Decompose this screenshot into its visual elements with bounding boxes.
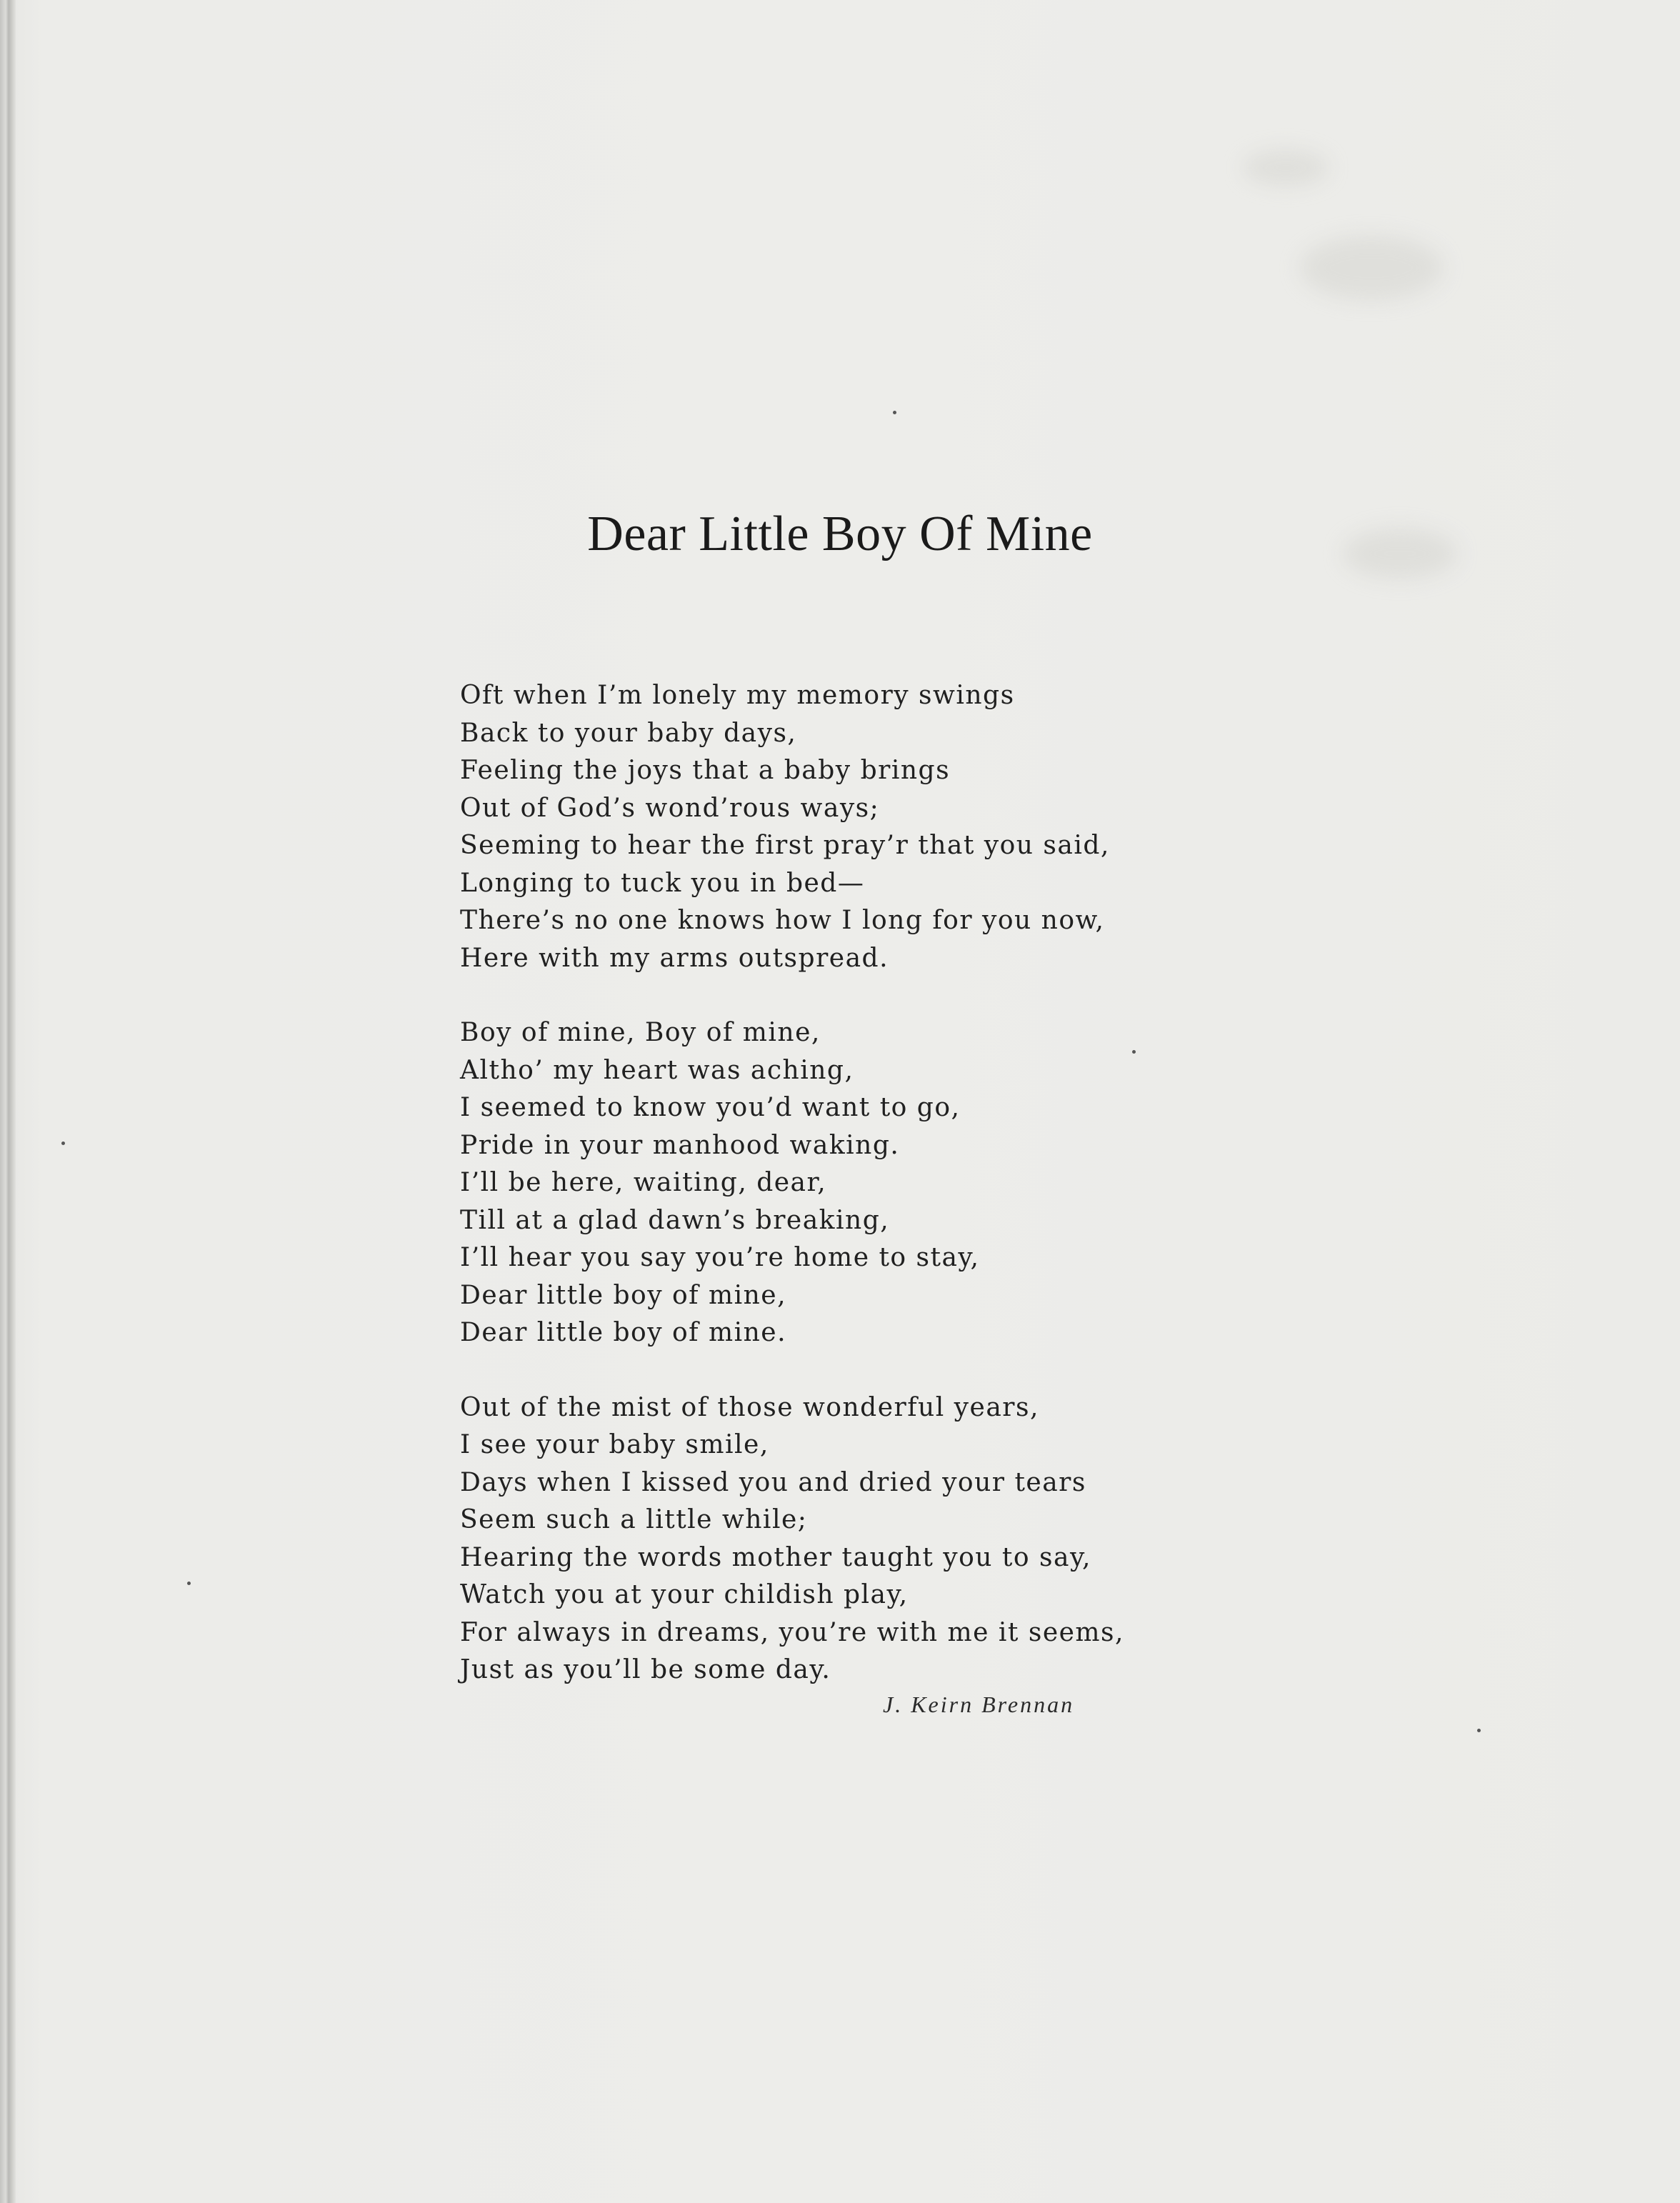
poem-line: I’ll hear you say you’re home to stay, — [460, 1243, 980, 1272]
poem-title: Dear Little Boy Of Mine — [587, 506, 1093, 561]
poem-line: Dear little boy of mine, — [460, 1280, 787, 1310]
poem-line: Out of the mist of those wonderful years, — [460, 1392, 1039, 1422]
poem-line: Hearing the words mother taught you to say, — [460, 1542, 1091, 1572]
poem-line: Till at a glad dawn’s breaking, — [460, 1205, 890, 1235]
paper-smudge — [1300, 236, 1443, 300]
stanza-1 — [460, 677, 1231, 977]
poem-line: Days when I kissed you and dried your tears — [460, 1467, 1086, 1497]
poem-line: I see your baby smile, — [460, 1430, 769, 1459]
poem-line: Longing to tuck you in bed— — [460, 868, 865, 898]
poem-line: Feeling the joys that a baby brings — [460, 756, 951, 785]
binding-edge — [0, 0, 16, 2203]
poem-line: Pride in your manhood waking. — [460, 1130, 900, 1160]
paper-speck — [187, 1582, 191, 1585]
poem-line: Seeming to hear the first pray’r that you said, — [460, 831, 1110, 860]
poem-line: Dear little boy of mine. — [460, 1318, 787, 1347]
stanza-2 — [460, 1014, 1231, 1352]
poem-line: For always in dreams, you’re with me it seems, — [460, 1617, 1124, 1647]
author-signature: J. Keirn Brennan — [883, 1692, 1075, 1717]
poem-line: Out of God’s wond’rous ways; — [460, 793, 880, 823]
paper-speck — [1477, 1729, 1481, 1732]
poem-line: I’ll be here, waiting, dear, — [460, 1168, 827, 1197]
poem-body — [460, 677, 1231, 1727]
poem-line: Altho’ my heart was aching, — [460, 1055, 854, 1085]
poem-line: I seemed to know you’d want to go, — [460, 1093, 961, 1122]
paper-speck — [893, 411, 896, 414]
poem-line: Here with my arms outspread. — [460, 943, 889, 973]
poem-line: Oft when I’m lonely my memory swings — [460, 681, 1015, 710]
poem-line: Watch you at your childish play, — [460, 1580, 909, 1609]
poem-line: Boy of mine, Boy of mine, — [460, 1018, 821, 1047]
paper-smudge — [1243, 150, 1329, 186]
poem-line: There’s no one knows how I long for you now, — [460, 906, 1105, 935]
poem-line: Just as you’ll be some day. — [460, 1655, 831, 1684]
poem-line: Seem such a little while; — [460, 1505, 808, 1534]
poem-line: Back to your baby days, — [460, 718, 797, 748]
paper-speck — [61, 1142, 65, 1145]
stanza-3 — [460, 1389, 1231, 1689]
